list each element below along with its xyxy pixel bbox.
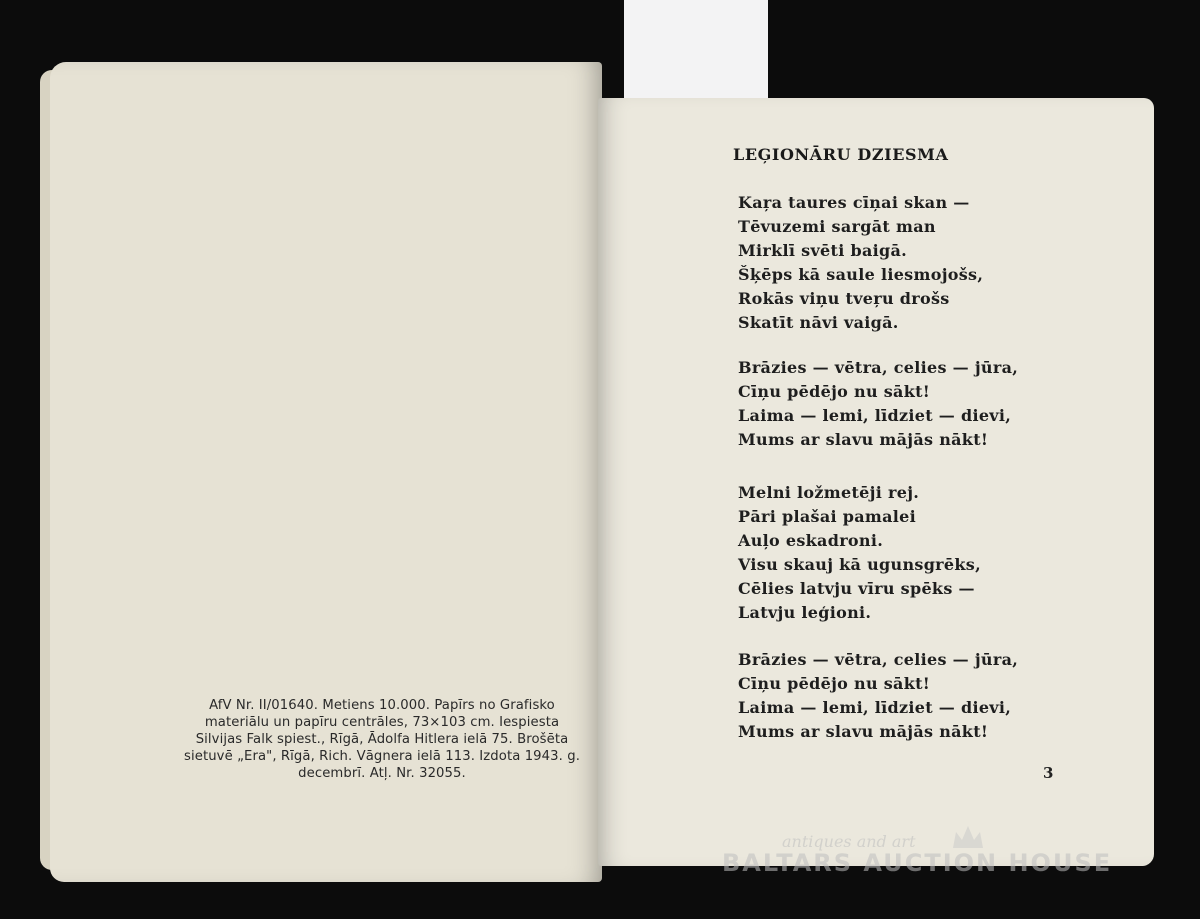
verse-line: Pāri plašai pamalei xyxy=(738,507,917,526)
imprint-line: Silvijas Falk spiest., Rīgā, Ādolfa Hitlera ielā 75. Brošēta xyxy=(195,732,569,747)
imprint-line: AfV Nr. II/01640. Metiens 10.000. Papīrs no Grafisko xyxy=(209,698,555,713)
auction-watermark xyxy=(722,832,1122,877)
bookmark-strip xyxy=(624,0,768,98)
watermark-tagline: antiques and art xyxy=(782,832,916,851)
watermark-house-name: BALTARS AUCTION HOUSE xyxy=(722,849,1113,877)
verse-line: Auļo eskadroni. xyxy=(738,531,884,550)
imprint-line: sietuvē „Era", Rīgā, Rich. Vāgnera ielā 113. Izdota 1943. g. xyxy=(184,749,580,764)
verse-line: Skatīt nāvi vaigā. xyxy=(738,313,899,332)
verse-line: Melni ložmetēji rej. xyxy=(738,483,920,502)
verse-line: Mums ar slavu mājās nākt! xyxy=(738,430,989,449)
verse-line: Rokās viņu tveŗu drošs xyxy=(738,289,950,308)
imprint-line: materiālu un papīru centrāles, 73×103 cm. Iespiesta xyxy=(204,715,560,730)
stanza-1 xyxy=(738,191,983,335)
verse-line: Mirklī svēti baigā. xyxy=(738,241,908,260)
verse-line: Laima — lemi, līdziet — dievi, xyxy=(738,406,1012,425)
verse-line: Visu skauj kā ugunsgrēks, xyxy=(738,555,981,574)
verse-line: Cēlies latvju vīru spēks — xyxy=(738,579,975,598)
verse-line: Cīņu pēdējo nu sākt! xyxy=(738,674,931,693)
stanza-4 xyxy=(738,648,1018,744)
imprint-line: decembrī. Atļ. Nr. 32055. xyxy=(298,766,466,781)
imprint-notice xyxy=(162,697,602,782)
poem-title: LEĢIONĀRU DZIESMA xyxy=(733,145,949,164)
verse-line: Šķēps kā saule liesmojošs, xyxy=(738,265,984,284)
verse-line: Latvju leģioni. xyxy=(738,603,872,622)
stanza-2 xyxy=(738,356,1018,452)
verse-line: Tēvuzemi sargāt man xyxy=(738,217,936,236)
page-number: 3 xyxy=(1043,764,1054,782)
verse-line: Mums ar slavu mājās nākt! xyxy=(738,722,989,741)
verse-line: Cīņu pēdējo nu sākt! xyxy=(738,382,931,401)
verse-line: Kaŗa taures cīņai skan — xyxy=(738,193,970,212)
verse-line: Laima — lemi, līdziet — dievi, xyxy=(738,698,1012,717)
verse-line: Brāzies — vētra, celies — jūra, xyxy=(738,650,1019,669)
verse-line: Brāzies — vētra, celies — jūra, xyxy=(738,358,1019,377)
stanza-3 xyxy=(738,481,981,625)
